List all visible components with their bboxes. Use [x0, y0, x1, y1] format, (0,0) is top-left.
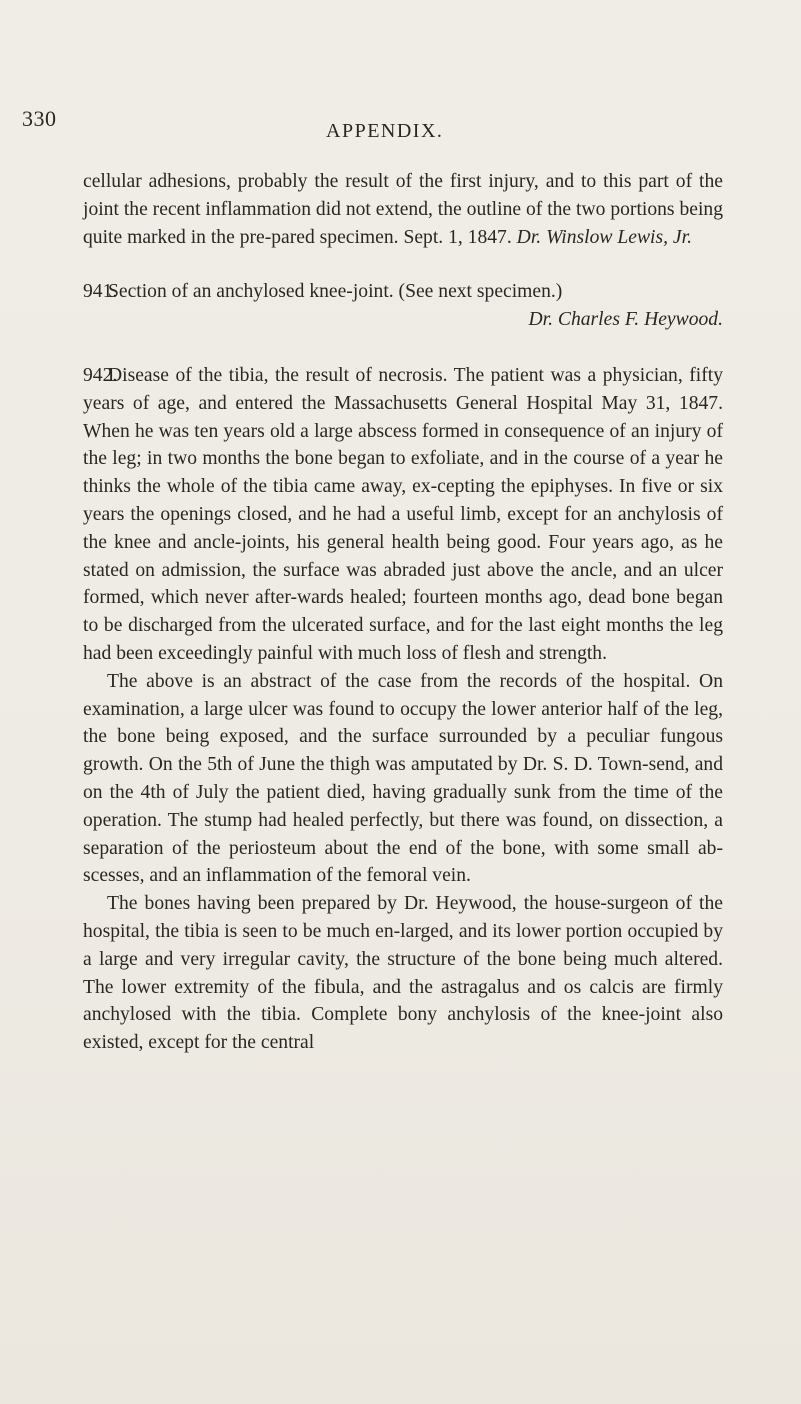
entry-941-signature: Dr. Charles F. Heywood.: [528, 309, 723, 331]
page-header: [0, 106, 801, 140]
entry-941-text: Section of an anchylosed knee-joint. (See next specimen.): [108, 281, 563, 303]
continuation-paragraph: [83, 168, 723, 251]
body-text: [83, 168, 723, 1057]
catalogue-entry-942: [83, 362, 723, 1057]
entry-942-number: 942.: [83, 364, 118, 386]
catalogue-entry-941: [83, 278, 723, 334]
entry-941-paragraph: [83, 278, 723, 306]
entry-941-number: 941.: [83, 281, 118, 303]
running-head: APPENDIX.: [326, 120, 444, 142]
entry-942-paragraph-3: The bones having been prepared by Dr. Heywood, the house-surgeon of the hospital, the tibia is seen to be much en-larged, and its lower portion occupied by a large and very irregular cavity, the structure of the bone being much altered. The lower extremity of the fibula, and the astragalus and os calcis are firmly anchylosed with the tibia. Complete bony anchylosis of the knee-joint also existed, except for the central: [83, 893, 723, 1054]
continuation-signature: Dr. Winslow Lewis, Jr.: [516, 226, 692, 248]
entry-942-paragraph-1: [83, 362, 723, 668]
page-number: 330: [22, 106, 57, 131]
entry-942-paragraph-2: The above is an abstract of the case from the records of the hospital. On examination, a large ulcer was found to occupy the lower anterior half of the leg, the bone being exposed, and the surface surrounded by a peculiar fungous growth. On the 5th of June the thigh was amputated by Dr. S. D. Town-send, and on the 4th of July the patient died, having gradually sunk from the time of the operation. The stump had healed perfectly, but there was found, on dissection, a separation of the periosteum about the end of the bone, with some small ab-scesses, and an inflammation of the femoral vein.: [83, 670, 723, 887]
entry-942-text-1: Disease of the tibia, the result of necrosis. The patient was a physician, fifty years of age, and entered the Massachusetts General Hospital May 31, 1847. When he was ten years old a large abscess formed in consequence of an injury of the leg; in two months the bone began to exfoliate, and in the course of a year he thinks the whole of the tibia came away, ex-cepting the epiphyses. In five or six years the openings closed, and he had a useful limb, except for an anchylosis of the knee and ancle-joints, his general health being good. Four years ago, as he stated on admission, the surface was abraded just above the ancle, and an ulcer formed, which never after-wards healed; fourteen months ago, dead bone began to be discharged from the ulcerated surface, and for the last eight months the leg had been exceedingly painful with much loss of flesh and strength.: [83, 364, 723, 664]
continuation-text: cellular adhesions, probably the result of the first injury, and to this part of the joint the recent inflammation did not extend, the outline of the two portions being quite marked in the pre-pared specimen. Sept. 1, 1847.: [83, 171, 723, 248]
